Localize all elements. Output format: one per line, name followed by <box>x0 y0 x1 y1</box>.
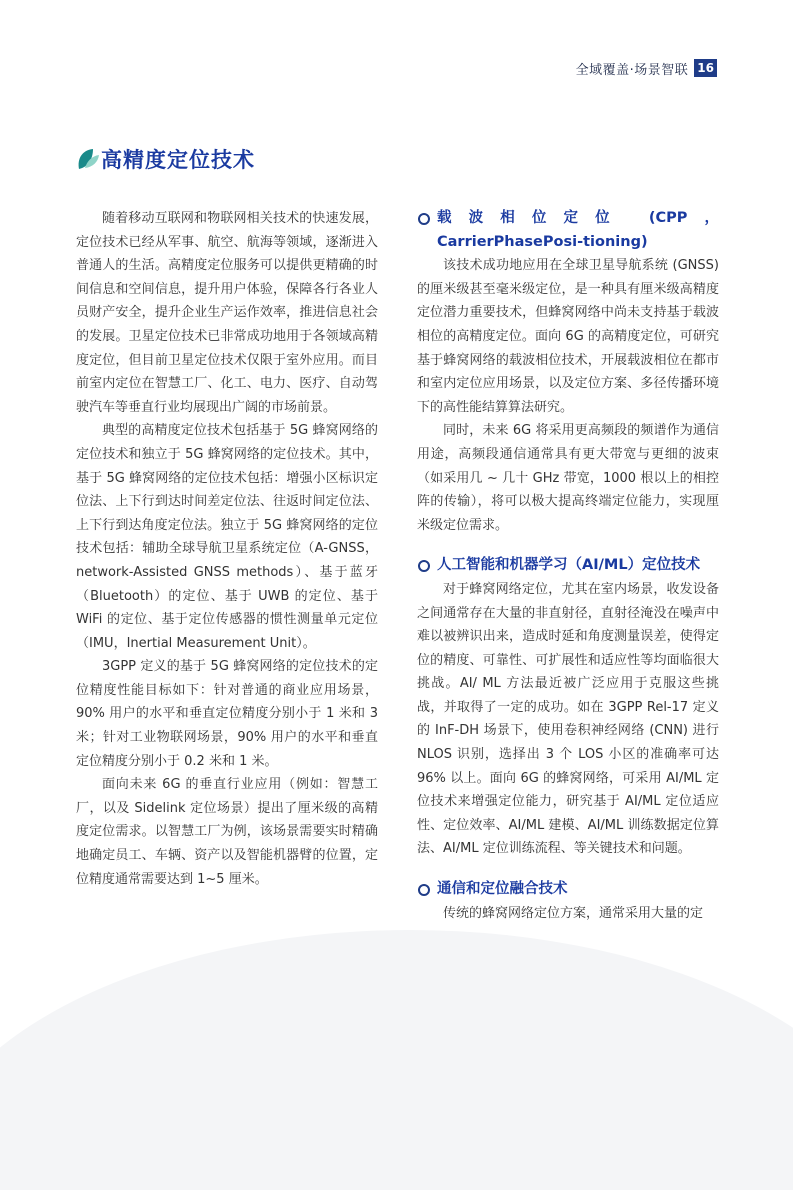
subheading-cpp <box>417 207 719 254</box>
left-column <box>76 207 378 891</box>
subheading-ai-ml <box>417 554 719 578</box>
bullet-ring-icon <box>418 560 430 572</box>
page-number: 16 <box>694 59 717 77</box>
paragraph: 3GPP 定义的基于 5G 蜂窝网络的定位技术的定位精度性能目标如下：针对普通的商业应用场景，90% 用户的水平和垂直定位精度分别小于 1 米和 3 米；针对工业物联网场景，90% 用户的水平和垂直定位精度分别小于 0.2 米和 1 米。 <box>76 659 378 769</box>
subheading-text: 载波相位定位 (CPP，CarrierPhasePosi-tioning) <box>437 210 719 250</box>
paragraph: 典型的高精度定位技术包括基于 5G 蜂窝网络的定位技术和独立于 5G 蜂窝网络的定位技术。其中，基于 5G 蜂窝网络的定位技术包括：增强小区标识定位法、上下行到达时间差定位法、往返时间定位法、上下行到达角度定位法。独立于 5G 蜂窝网络的定位技术包括：辅助全球导航卫星系统定位（A-GNSS，network-Assisted GNSS methods）、基于蓝牙（Bluetooth）的定位、基于 UWB 的定位、基于 WiFi 的定位、基于定位传感器的惯性测量单元定位（IMU，Inertial Measurement Unit）。 <box>76 423 378 651</box>
page-header <box>576 58 717 78</box>
section-heading <box>76 144 255 174</box>
paragraph: 对于蜂窝网络定位，尤其在室内场景，收发设备之间通常存在大量的非直射径，直射径淹没在噪声中难以被辨识出来，造成时延和角度测量误差，使得定位的精度、可靠性、可扩展性和适应性等均面临很大挑战。AI/ ML 方法最近被广泛应用于克服这些挑战，并取得了一定的成功。如在 3GPP Rel-17 定义的 InF-DH 场景下，使用卷积神经网络 (CNN) 进行 NLOS 识别，选择出 3 个 LOS 小区的准确率可达 96% 以上。面向 6G 的蜂窝网络，可采用 AI/ML 定位技术来增强定位能力，研究基于 AI/ML 定位适应性、定位效率、AI/ML 建模、AI/ML 训练数据定位算法、AI/ML 定位训练流程、等关键技术和问题。 <box>417 581 719 857</box>
paragraph: 同时，未来 6G 将采用更高频段的频谱作为通信用途，高频段通信通常具有更大带宽与更细的波束（如采用几 ~ 几十 GHz 带宽，1000 根以上的相控阵的传输），将可以极大提高终端定位能力，实现厘米级定位需求。 <box>417 423 719 533</box>
subheading-text: 通信和定位融合技术 <box>437 881 568 898</box>
right-column <box>417 207 719 925</box>
section-title: 高精度定位技术 <box>101 148 255 172</box>
leaf-icon <box>76 146 100 172</box>
paragraph: 该技术成功地应用在全球卫星导航系统 (GNSS) 的厘米级甚至毫米级定位，是一种具有厘米级高精度定位潜力重要技术，但蜂窝网络中尚未支持基于载波相位的高精度定位。面向 6G 的高精度定位，可研究基于蜂窝网络的载波相位技术，开展载波相位在都市和室内定位应用场景，以及定位方案、多径传播环境下的高性能结算算法研究。 <box>417 258 719 415</box>
header-title: 全域覆盖·场景智联 <box>575 62 689 78</box>
paragraph: 传统的蜂窝网络定位方案，通常采用大量的定 <box>443 905 704 921</box>
bullet-ring-icon <box>418 213 430 225</box>
paragraph: 随着移动互联网和物联网相关技术的快速发展，定位技术已经从军事、航空、航海等领域，逐渐进入普通人的生活。高精度定位服务可以提供更精确的时间信息和空间信息，提升用户体验，保障各行各业人员财产安全，提升企业生产运作效率，推进信息社会的发展。卫星定位技术已非常成功地用于各领域高精度定位，但目前卫星定位技术仅限于室外应用。而目前室内定位在智慧工厂、化工、电力、医疗、自动驾驶汽车等垂直行业均展现出广阔的市场前景。 <box>76 211 378 415</box>
subheading-text: 人工智能和机器学习（AI/ML）定位技术 <box>437 557 701 574</box>
paragraph: 面向未来 6G 的垂直行业应用（例如：智慧工厂，以及 Sidelink 定位场景）提出了厘米级的高精度定位需求。以智慧工厂为例，该场景需要实时精确地确定员工、车辆、资产以及智能机器臂的位置，定位精度通常需要达到 1~5 厘米。 <box>76 777 378 887</box>
subheading-fusion <box>417 878 719 902</box>
bullet-ring-icon <box>418 884 430 896</box>
background-swoosh <box>0 930 793 1190</box>
